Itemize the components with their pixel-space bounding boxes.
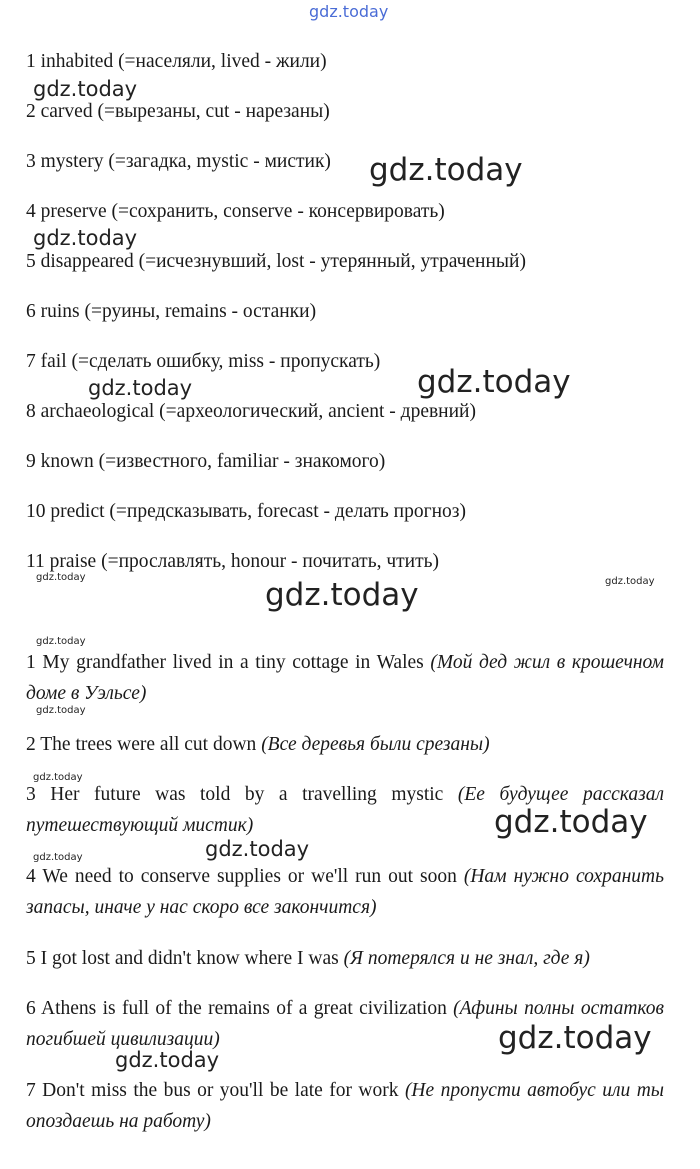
watermark: gdz.today	[33, 77, 138, 101]
sentence-en: 5 I got lost and didn't know where I was	[26, 948, 339, 969]
watermark: gdz.today	[36, 636, 86, 647]
sentence-en: 7 Don't miss the bus or you'll be late for work	[26, 1080, 399, 1101]
watermark: gdz.today	[33, 772, 83, 783]
sentence-ru: (Мой дед жил в крошечном доме в Уэльсе)	[26, 652, 664, 704]
watermark: gdz.today	[33, 852, 83, 863]
vocab-item-11: 11 praise (=прославлять, honour - почитать, чтить)	[26, 551, 440, 572]
vocab-item-4: 4 preserve (=сохранить, conserve - консервировать)	[26, 201, 445, 222]
sentence-ru: (Не пропусти автобус или ты опоздаешь на работу)	[26, 1080, 664, 1132]
sentence-ru: (Ее будущее рассказал путешествующий мистик)	[26, 784, 664, 836]
vocab-item-3: 3 mystery (=загадка, mystic - мистик)	[26, 151, 331, 172]
sentence-en: 4 We need to conserve supplies or we'll run out soon	[26, 866, 457, 887]
sentence-ru: (Я потерялся и не знал, где я)	[343, 948, 590, 969]
watermark: gdz.today	[33, 226, 138, 250]
sentence-ru: (Нам нужно сохранить запасы, иначе у нас скоро все закончится)	[26, 866, 665, 918]
sentence-ru: (Все деревья были срезаны)	[261, 734, 490, 755]
sentence-2	[26, 729, 664, 760]
watermark: gdz.today	[417, 364, 571, 400]
watermark: gdz.today	[369, 152, 523, 188]
watermark: gdz.today	[498, 1020, 652, 1056]
vocab-item-9: 9 known (=известного, familiar - знакомого)	[26, 451, 386, 472]
sentence-ru: (Афины полны остатков погибшей цивилизации)	[26, 998, 664, 1050]
watermark: gdz.today	[494, 804, 648, 840]
vocab-item-7: 7 fail (=сделать ошибку, miss - пропускать)	[26, 351, 381, 372]
vocab-item-5: 5 disappeared (=исчезнувший, lost - утерянный, утраченный)	[26, 251, 526, 272]
sentence-en: 2 The trees were all cut down	[26, 734, 257, 755]
watermark: gdz.today	[36, 572, 86, 583]
watermark: gdz.today	[205, 837, 310, 861]
watermark: gdz.today	[265, 577, 419, 613]
sentence-en: 1 My grandfather lived in a tiny cottage in Wales	[26, 652, 424, 673]
sentence-7	[26, 1075, 664, 1137]
vocab-item-10: 10 predict (=предсказывать, forecast - делать прогноз)	[26, 501, 466, 522]
sentence-en: 6 Athens is full of the remains of a great civilization	[26, 998, 447, 1019]
watermark: gdz.today	[115, 1048, 220, 1072]
watermark: gdz.today	[605, 576, 655, 587]
sentence-5	[26, 943, 664, 974]
watermark: gdz.today	[88, 376, 193, 400]
vocab-item-8: 8 archaeological (=археологический, ancient - древний)	[26, 401, 476, 422]
sentence-en: 3 Her future was told by a travelling mystic	[26, 784, 444, 805]
vocab-item-6: 6 ruins (=руины, remains - останки)	[26, 301, 317, 322]
watermark: gdz.today	[36, 705, 86, 716]
vocab-item-2: 2 carved (=вырезаны, cut - нарезаны)	[26, 101, 330, 122]
sentence-4	[26, 861, 664, 923]
sentence-1	[26, 647, 664, 709]
vocab-item-1: 1 inhabited (=населяли, lived - жили)	[26, 51, 327, 72]
watermark-top: gdz.today	[309, 2, 389, 21]
